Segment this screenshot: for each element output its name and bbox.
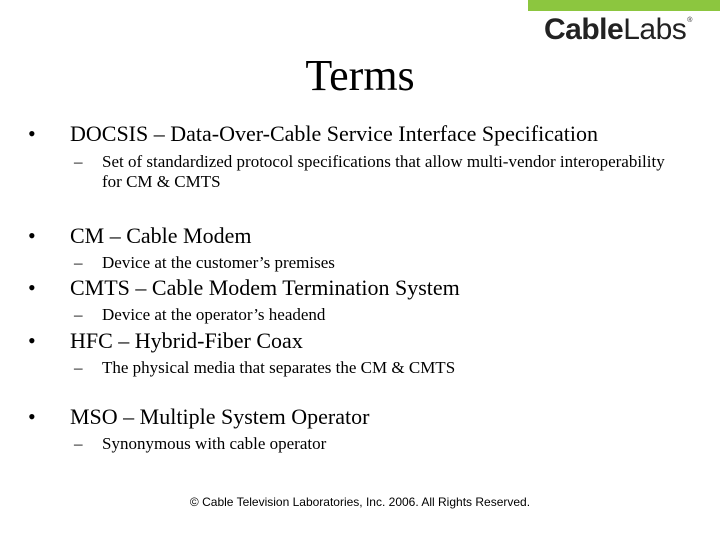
cablelabs-logo xyxy=(544,12,692,48)
dash-icon: – xyxy=(74,253,83,272)
slide-title: Terms xyxy=(305,51,415,100)
dash-icon: – xyxy=(74,152,83,171)
term-text: HFC – Hybrid-Fiber Coax xyxy=(70,328,303,353)
term-text: DOCSIS – Data-Over-Cable Service Interface Specification xyxy=(70,121,598,146)
copyright-footer: © Cable Television Laboratories, Inc. 2006. All Rights Reserved. xyxy=(189,495,531,509)
bullet-icon: • xyxy=(28,328,36,353)
dash-icon: – xyxy=(74,305,83,324)
detail-cm xyxy=(74,253,674,273)
term-mso xyxy=(28,404,369,430)
term-cmts xyxy=(28,275,460,301)
detail-text: The physical media that separates the CM & CMTS xyxy=(102,358,456,377)
detail-hfc xyxy=(74,358,674,378)
detail-docsis xyxy=(74,152,674,192)
term-text: MSO – Multiple System Operator xyxy=(70,404,370,429)
detail-text: Set of standardized protocol specifications that allow multi-vendor interoperability for CM & CMTS xyxy=(102,152,665,191)
term-docsis xyxy=(28,121,598,147)
logo-accent-bar xyxy=(528,0,720,11)
bullet-icon: • xyxy=(28,121,36,146)
dash-icon: – xyxy=(74,358,83,377)
logo-text-light: Labs xyxy=(623,13,687,46)
registered-mark: ® xyxy=(687,17,692,24)
bullet-icon: • xyxy=(28,404,36,429)
term-text: CMTS – Cable Modem Termination System xyxy=(70,275,460,300)
bullet-icon: • xyxy=(28,275,36,300)
detail-text: Device at the operator’s headend xyxy=(102,305,326,324)
logo-text-bold: Cable xyxy=(544,13,624,46)
bullet-icon: • xyxy=(28,223,36,248)
detail-text: Synonymous with cable operator xyxy=(102,434,327,453)
term-hfc xyxy=(28,328,303,354)
detail-text: Device at the customer’s premises xyxy=(102,253,335,272)
dash-icon: – xyxy=(74,434,83,453)
detail-cmts xyxy=(74,305,674,325)
detail-mso xyxy=(74,434,674,454)
term-cm xyxy=(28,223,252,249)
term-text: CM – Cable Modem xyxy=(70,223,252,248)
